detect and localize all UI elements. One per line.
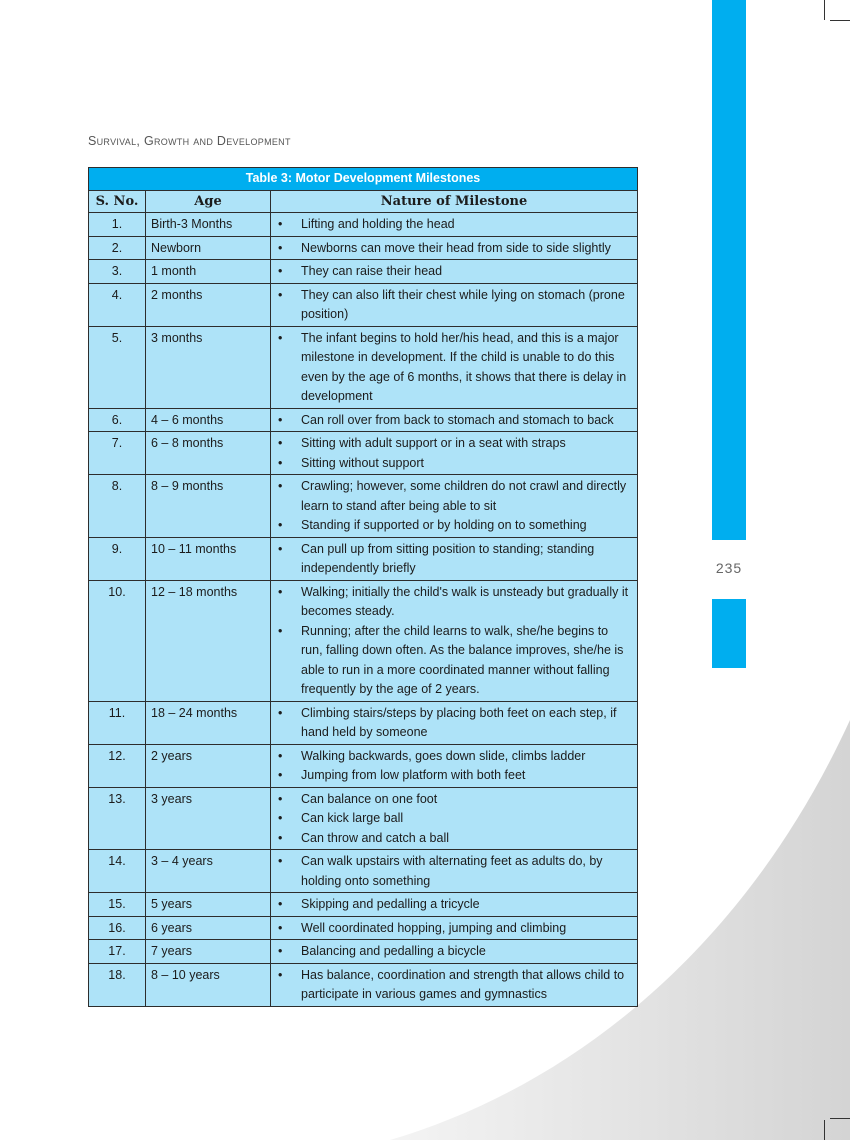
milestone-list (276, 852, 633, 891)
milestone-item: • Crawling; however, some children do not crawl and directly learn to stand after being able to sit (276, 477, 633, 516)
side-accent-bar-bottom (712, 599, 746, 668)
milestone-cell (271, 701, 638, 744)
header-age: Age (146, 190, 271, 213)
milestone-list (276, 239, 633, 259)
serial-number-cell: 15. (89, 893, 146, 917)
milestone-cell (271, 850, 638, 893)
age-cell: Newborn (146, 236, 271, 260)
milestone-list (276, 790, 633, 849)
milestone-list (276, 540, 633, 579)
age-cell: 8 – 9 months (146, 475, 271, 538)
milestone-item: • Has balance, coordination and strength that allows child to participate in various games and gymnastics (276, 966, 633, 1005)
serial-number-cell: 4. (89, 283, 146, 326)
milestone-item: • Lifting and holding the head (276, 215, 633, 235)
milestone-item: • Well coordinated hopping, jumping and climbing (276, 919, 633, 939)
milestone-cell (271, 260, 638, 284)
age-cell: 6 – 8 months (146, 432, 271, 475)
table-row (89, 940, 638, 964)
table-row (89, 260, 638, 284)
header-nature: Nature of Milestone (271, 190, 638, 213)
crop-mark (824, 1120, 825, 1140)
milestone-cell (271, 408, 638, 432)
serial-number-cell: 13. (89, 787, 146, 850)
table-caption: Table 3: Motor Development Milestones (89, 168, 638, 191)
age-cell: 2 years (146, 744, 271, 787)
milestone-item: • Sitting with adult support or in a seat with straps (276, 434, 633, 454)
serial-number-cell: 5. (89, 326, 146, 408)
milestone-item: • Sitting without support (276, 454, 633, 474)
milestone-cell (271, 916, 638, 940)
milestone-item: • Can balance on one foot (276, 790, 633, 810)
crop-mark (824, 0, 825, 20)
milestone-cell (271, 326, 638, 408)
age-cell: 1 month (146, 260, 271, 284)
serial-number-cell: 6. (89, 408, 146, 432)
serial-number-cell: 16. (89, 916, 146, 940)
milestone-item: • Standing if supported or by holding on to something (276, 516, 633, 536)
table-row (89, 236, 638, 260)
age-cell: 12 – 18 months (146, 580, 271, 701)
serial-number-cell: 11. (89, 701, 146, 744)
milestone-list (276, 942, 633, 962)
milestone-cell (271, 963, 638, 1006)
table-row (89, 893, 638, 917)
milestone-list (276, 747, 633, 786)
milestone-list (276, 286, 633, 325)
milestone-list (276, 262, 633, 282)
age-cell: 10 – 11 months (146, 537, 271, 580)
table-row (89, 283, 638, 326)
table-row (89, 537, 638, 580)
milestone-list (276, 895, 633, 915)
serial-number-cell: 7. (89, 432, 146, 475)
serial-number-cell: 8. (89, 475, 146, 538)
side-accent-bar-top (712, 0, 746, 540)
milestone-list (276, 434, 633, 473)
milestones-table (88, 167, 638, 1007)
milestone-list (276, 583, 633, 700)
milestone-list (276, 919, 633, 939)
milestone-list (276, 704, 633, 743)
running-head: Survival, Growth and Development (88, 134, 291, 148)
age-cell: 3 – 4 years (146, 850, 271, 893)
milestone-cell (271, 744, 638, 787)
age-cell: 5 years (146, 893, 271, 917)
header-sno: S. No. (89, 190, 146, 213)
milestone-item: • Can walk upstairs with alternating feet as adults do, by holding onto something (276, 852, 633, 891)
milestone-list (276, 966, 633, 1005)
milestone-item: • Can throw and catch a ball (276, 829, 633, 849)
age-cell: 3 months (146, 326, 271, 408)
milestone-item: • Skipping and pedalling a tricycle (276, 895, 633, 915)
serial-number-cell: 12. (89, 744, 146, 787)
milestone-item: • Running; after the child learns to walk, she/he begins to run, falling down often. As the balance improves, she/he is able to run in a more coordinated manner without falling frequently by the age of 2 years. (276, 622, 633, 700)
table-row (89, 787, 638, 850)
age-cell: 18 – 24 months (146, 701, 271, 744)
table-row (89, 580, 638, 701)
table-row (89, 850, 638, 893)
age-cell: Birth-3 Months (146, 213, 271, 237)
milestone-item: • Balancing and pedalling a bicycle (276, 942, 633, 962)
milestone-list (276, 215, 633, 235)
milestone-item: • Newborns can move their head from side to side slightly (276, 239, 633, 259)
milestone-list (276, 411, 633, 431)
serial-number-cell: 10. (89, 580, 146, 701)
milestone-cell (271, 283, 638, 326)
crop-mark (830, 1118, 850, 1119)
serial-number-cell: 14. (89, 850, 146, 893)
table-row (89, 432, 638, 475)
serial-number-cell: 17. (89, 940, 146, 964)
milestone-item: • Can roll over from back to stomach and stomach to back (276, 411, 633, 431)
milestone-cell (271, 236, 638, 260)
milestone-item: • The infant begins to hold her/his head, and this is a major milestone in development. If the child is unable to do this even by the age of 6 months, it shows that there is delay in development (276, 329, 633, 407)
serial-number-cell: 3. (89, 260, 146, 284)
table-row (89, 475, 638, 538)
milestone-item: • Can kick large ball (276, 809, 633, 829)
serial-number-cell: 9. (89, 537, 146, 580)
milestone-cell (271, 580, 638, 701)
table-row (89, 701, 638, 744)
milestone-list (276, 329, 633, 407)
table-row (89, 963, 638, 1006)
milestone-item: • Walking; initially the child's walk is unsteady but gradually it becomes steady. (276, 583, 633, 622)
table-row (89, 744, 638, 787)
milestone-item: • They can raise their head (276, 262, 633, 282)
table-row (89, 408, 638, 432)
milestone-cell (271, 787, 638, 850)
table-row (89, 326, 638, 408)
table-row (89, 213, 638, 237)
crop-mark (830, 20, 850, 21)
milestone-item: • Walking backwards, goes down slide, climbs ladder (276, 747, 633, 767)
age-cell: 2 months (146, 283, 271, 326)
table-body (89, 213, 638, 1007)
milestone-cell (271, 537, 638, 580)
age-cell: 3 years (146, 787, 271, 850)
milestone-cell (271, 432, 638, 475)
milestone-cell (271, 893, 638, 917)
serial-number-cell: 18. (89, 963, 146, 1006)
milestone-cell (271, 940, 638, 964)
milestone-item: • Climbing stairs/steps by placing both feet on each step, if hand held by someone (276, 704, 633, 743)
serial-number-cell: 1. (89, 213, 146, 237)
milestone-list (276, 477, 633, 536)
serial-number-cell: 2. (89, 236, 146, 260)
age-cell: 6 years (146, 916, 271, 940)
milestone-item: • They can also lift their chest while lying on stomach (prone position) (276, 286, 633, 325)
page-number: 235 (715, 560, 743, 576)
age-cell: 4 – 6 months (146, 408, 271, 432)
milestone-cell (271, 475, 638, 538)
table-row (89, 916, 638, 940)
age-cell: 8 – 10 years (146, 963, 271, 1006)
age-cell: 7 years (146, 940, 271, 964)
milestone-item: • Jumping from low platform with both feet (276, 766, 633, 786)
milestone-item: • Can pull up from sitting position to standing; standing independently briefly (276, 540, 633, 579)
milestone-cell (271, 213, 638, 237)
